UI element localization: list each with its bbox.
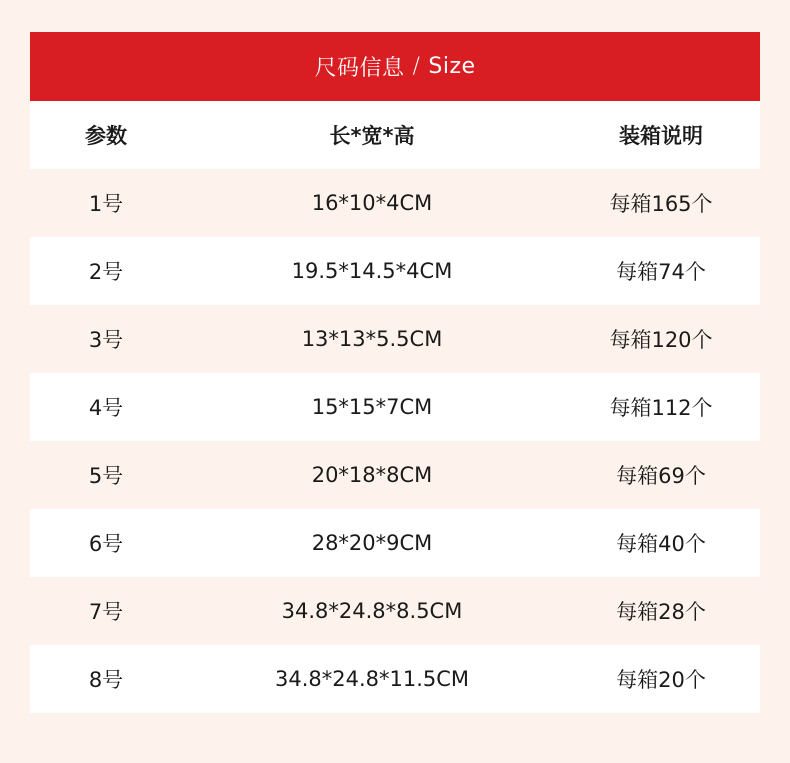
table-row bbox=[30, 509, 760, 577]
table-header-row bbox=[30, 101, 760, 169]
size-cell: 8号 bbox=[88, 668, 124, 692]
size-info-panel bbox=[30, 32, 760, 713]
table-row bbox=[30, 169, 760, 237]
header-param: 参数 bbox=[85, 124, 127, 148]
dims-cell: 20*18*8CM bbox=[311, 463, 433, 487]
dims-cell: 13*13*5.5CM bbox=[301, 327, 443, 351]
table-row bbox=[30, 237, 760, 305]
size-cell: 5号 bbox=[88, 464, 124, 488]
header-dims: 长*宽*高 bbox=[329, 124, 415, 148]
dims-cell: 19.5*14.5*4CM bbox=[291, 259, 453, 283]
packing-cell: 每箱20个 bbox=[616, 668, 706, 692]
size-cell: 7号 bbox=[88, 600, 124, 624]
dims-cell: 15*15*7CM bbox=[311, 395, 433, 419]
dims-cell: 28*20*9CM bbox=[311, 531, 433, 555]
table-row bbox=[30, 441, 760, 509]
packing-cell: 每箱74个 bbox=[616, 260, 706, 284]
size-info-title-bar bbox=[30, 32, 760, 101]
header-packing: 装箱说明 bbox=[619, 124, 703, 148]
size-cell: 1号 bbox=[88, 192, 124, 216]
table-row bbox=[30, 645, 760, 713]
title-en: Size bbox=[428, 54, 476, 79]
table-row bbox=[30, 577, 760, 645]
title-separator: / bbox=[412, 54, 421, 79]
packing-cell: 每箱165个 bbox=[609, 192, 713, 216]
size-cell: 6号 bbox=[88, 532, 124, 556]
dims-cell: 16*10*4CM bbox=[311, 191, 433, 215]
packing-cell: 每箱120个 bbox=[609, 328, 713, 352]
packing-cell: 每箱69个 bbox=[616, 464, 706, 488]
dims-cell: 34.8*24.8*11.5CM bbox=[274, 667, 470, 691]
size-cell: 2号 bbox=[88, 260, 124, 284]
dims-cell: 34.8*24.8*8.5CM bbox=[281, 599, 463, 623]
size-cell: 3号 bbox=[88, 328, 124, 352]
title-cn: 尺码信息 bbox=[314, 56, 405, 81]
packing-cell: 每箱40个 bbox=[616, 532, 706, 556]
size-cell: 4号 bbox=[88, 396, 124, 420]
table-row bbox=[30, 305, 760, 373]
table-row bbox=[30, 373, 760, 441]
packing-cell: 每箱28个 bbox=[616, 600, 706, 624]
packing-cell: 每箱112个 bbox=[609, 396, 713, 420]
